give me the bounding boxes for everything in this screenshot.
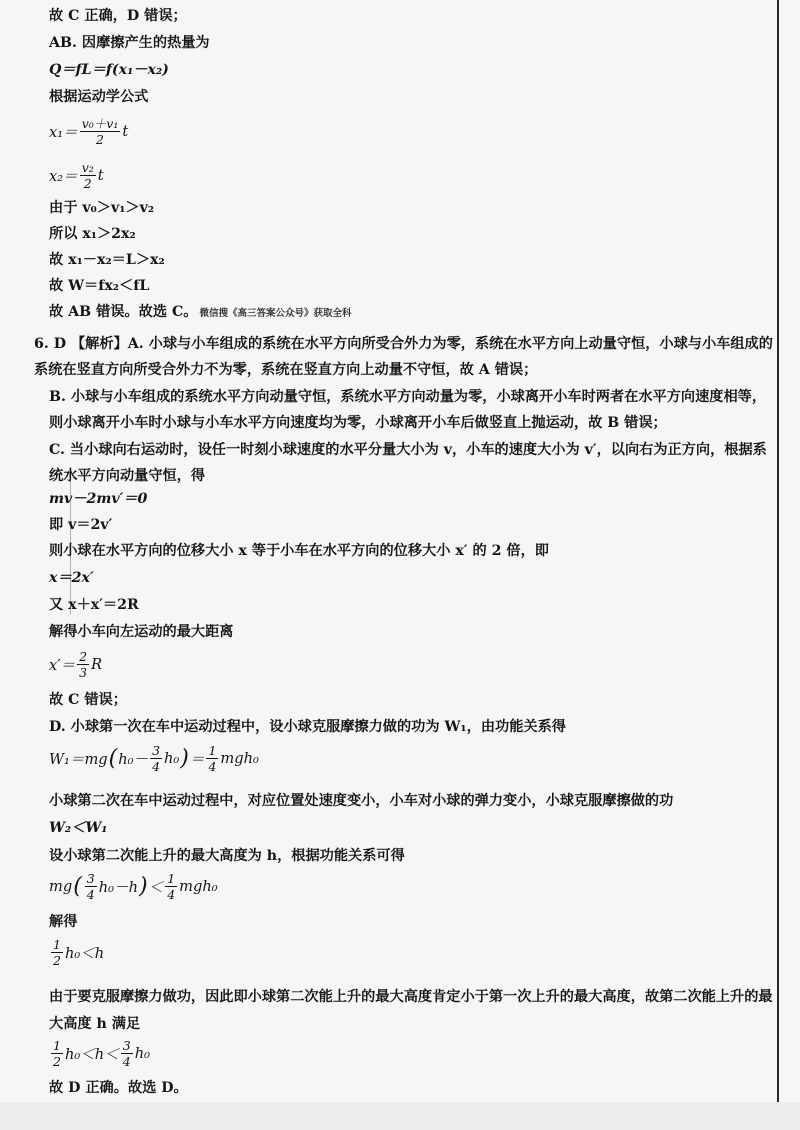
eq-part: h₀－h [98,879,138,896]
text-line: 解得小车向左运动的最大距离 [49,624,234,640]
denominator: 2 [96,132,104,147]
text-line: 故 W＝fx₂＜fL [49,278,150,294]
equation-max-distance [49,649,102,680]
eq-part: h₀＜h＜ [64,1046,119,1063]
denominator: 3 [79,665,88,680]
fraction [80,160,96,191]
eq-part: h₀ [134,1045,150,1062]
equation-work-first: W₁＝mg ( h₀－ $\frac{3}{4}$ h₀ ) ＝ $\frac{1}{4}$ mgh₀ [49,743,259,774]
equation-velocity: 即 v＝2v′ [49,517,113,533]
fraction [51,937,63,968]
text-line: 设小球第二次能上升的最大高度为 h，根据功能关系可得 [49,848,405,864]
eq-part: mgh₀ [179,878,218,895]
eq-part: h₀－ [118,751,149,768]
equation-work-compare: W₂＜W₁ [49,820,108,836]
fraction [150,743,162,774]
equation-height-range [49,1038,150,1069]
fraction [85,871,97,902]
denominator: 2 [53,1054,61,1069]
equation-displacement: x＝2x′ [49,570,94,586]
equation-x1 [49,116,128,147]
text-line: 故 x₁－x₂＝L＞x₂ [49,252,165,268]
equation-sum: 又 x＋x′＝2R [49,597,139,613]
eq-part: ＝ [189,751,205,768]
text-line: 故 C 错误； [49,692,127,708]
eq-part: mgh₀ [220,750,259,767]
denominator: 2 [83,176,92,191]
numerator: 1 [53,1038,61,1053]
equation-heat: Q＝fL＝f(x₁－x₂) [49,62,169,78]
fraction [165,871,177,902]
eq-part: W₁＝mg [49,751,108,768]
paragraph-a: A. 小球与小车组成的系统在水平方向所受合外力为零，系统在水平方向上动量守恒，小球与小车组成的系统在竖直方向所受合外力不为零，系统在竖直方向上动量不守恒，故 A 错误； [34,336,773,378]
text-line: 根据运动学公式 [49,89,149,105]
eq-part: mg [49,878,73,895]
question-6-option-a [34,331,774,383]
text-line: 小球第二次在车中运动过程中，对应位置处速度变小，小车对小球的弹力变小，小球克服摩擦做的功 [49,793,674,809]
text-line: 解得 [49,914,78,930]
eq-part: R [91,656,103,673]
numerator: 1 [208,743,217,758]
numerator: 2 [79,649,88,664]
denominator: 4 [86,887,95,902]
text-line: 则小球在水平方向的位移大小 x 等于小车在水平方向的位移大小 x′ 的 2 倍，即 [49,543,549,559]
text-line [49,302,351,324]
eq-part: ＜ [148,879,164,896]
denominator: 2 [53,953,61,968]
paragraph-b: B. 小球与小车组成的系统水平方向动量守恒，系统水平方向动量为零，小球离开小车时两者在水平方向速度相等，则小球离开小车时小球与小车水平方向速度均为零，小球离开小车后做竖直上抛运动，故 B 错误； [49,389,767,431]
conclusion-text: 故 AB 错误。故选 C。 [49,304,198,320]
text-line: AB. 因摩擦产生的热量为 [49,35,210,51]
eq-part: h₀＜h [64,945,105,962]
numerator: 1 [53,937,61,952]
denominator: 4 [122,1054,131,1069]
eq-part: t [122,123,129,140]
page-border-line [777,0,779,1130]
numerator: 1 [167,871,176,886]
numerator: 3 [86,871,95,886]
equation-momentum: mv－2mv′＝0 [49,491,148,507]
eq-part: x₁＝ [49,124,78,141]
final-answer: 故 D 正确。故选 D。 [49,1080,188,1096]
fraction [206,743,218,774]
fraction [121,1038,133,1069]
numerator: 3 [152,743,161,758]
eq-part: x′＝ [49,657,76,674]
page-bottom-edge [0,1102,800,1130]
paragraph-d: D. 小球第一次在车中运动过程中，设小球克服摩擦力做的功为 W₁，由功能关系得 [49,719,566,735]
eq-part: t [97,167,104,184]
text-line: 故 C 正确，D 错误； [49,8,187,24]
answer-header: 6. D 【解析】 [34,336,128,352]
denominator: 4 [208,759,217,774]
paragraph-c: C. 当小球向右运动时，设任一时刻小球速度的水平分量大小为 v，小车的速度大小为 v′，以向右为正方向，根据系统水平方向动量守恒，得 [49,442,767,484]
equation-lower-bound [49,937,104,968]
text-line: 由于 v₀＞v₁＞v₂ [49,200,155,216]
numerator: v₂ [81,160,94,175]
eq-part: h₀ [164,750,180,767]
denominator: 4 [152,759,161,774]
numerator: v₀＋v₁ [81,116,119,131]
denominator: 4 [167,887,176,902]
equation-x2 [49,160,104,191]
paragraph-d-conclusion: 由于要克服摩擦力做功，因此即小球第二次能上升的最大高度肯定小于第一次上升的最大高度，故第二次能上升的最大高度 h 满足 [49,989,773,1032]
fraction [51,1038,63,1069]
eq-part: x₂＝ [49,168,78,185]
fraction [80,116,121,147]
fraction [77,649,89,680]
numerator: 3 [122,1038,131,1053]
text-line: 所以 x₁＞2x₂ [49,226,136,242]
watermark-text: 微信搜《高三答案公众号》获取全科 [199,308,352,319]
equation-energy-inequality: mg ( $\frac{3}{4}$ h₀－h ) ＜ $\frac{1}{4}$ mgh₀ [49,871,218,902]
